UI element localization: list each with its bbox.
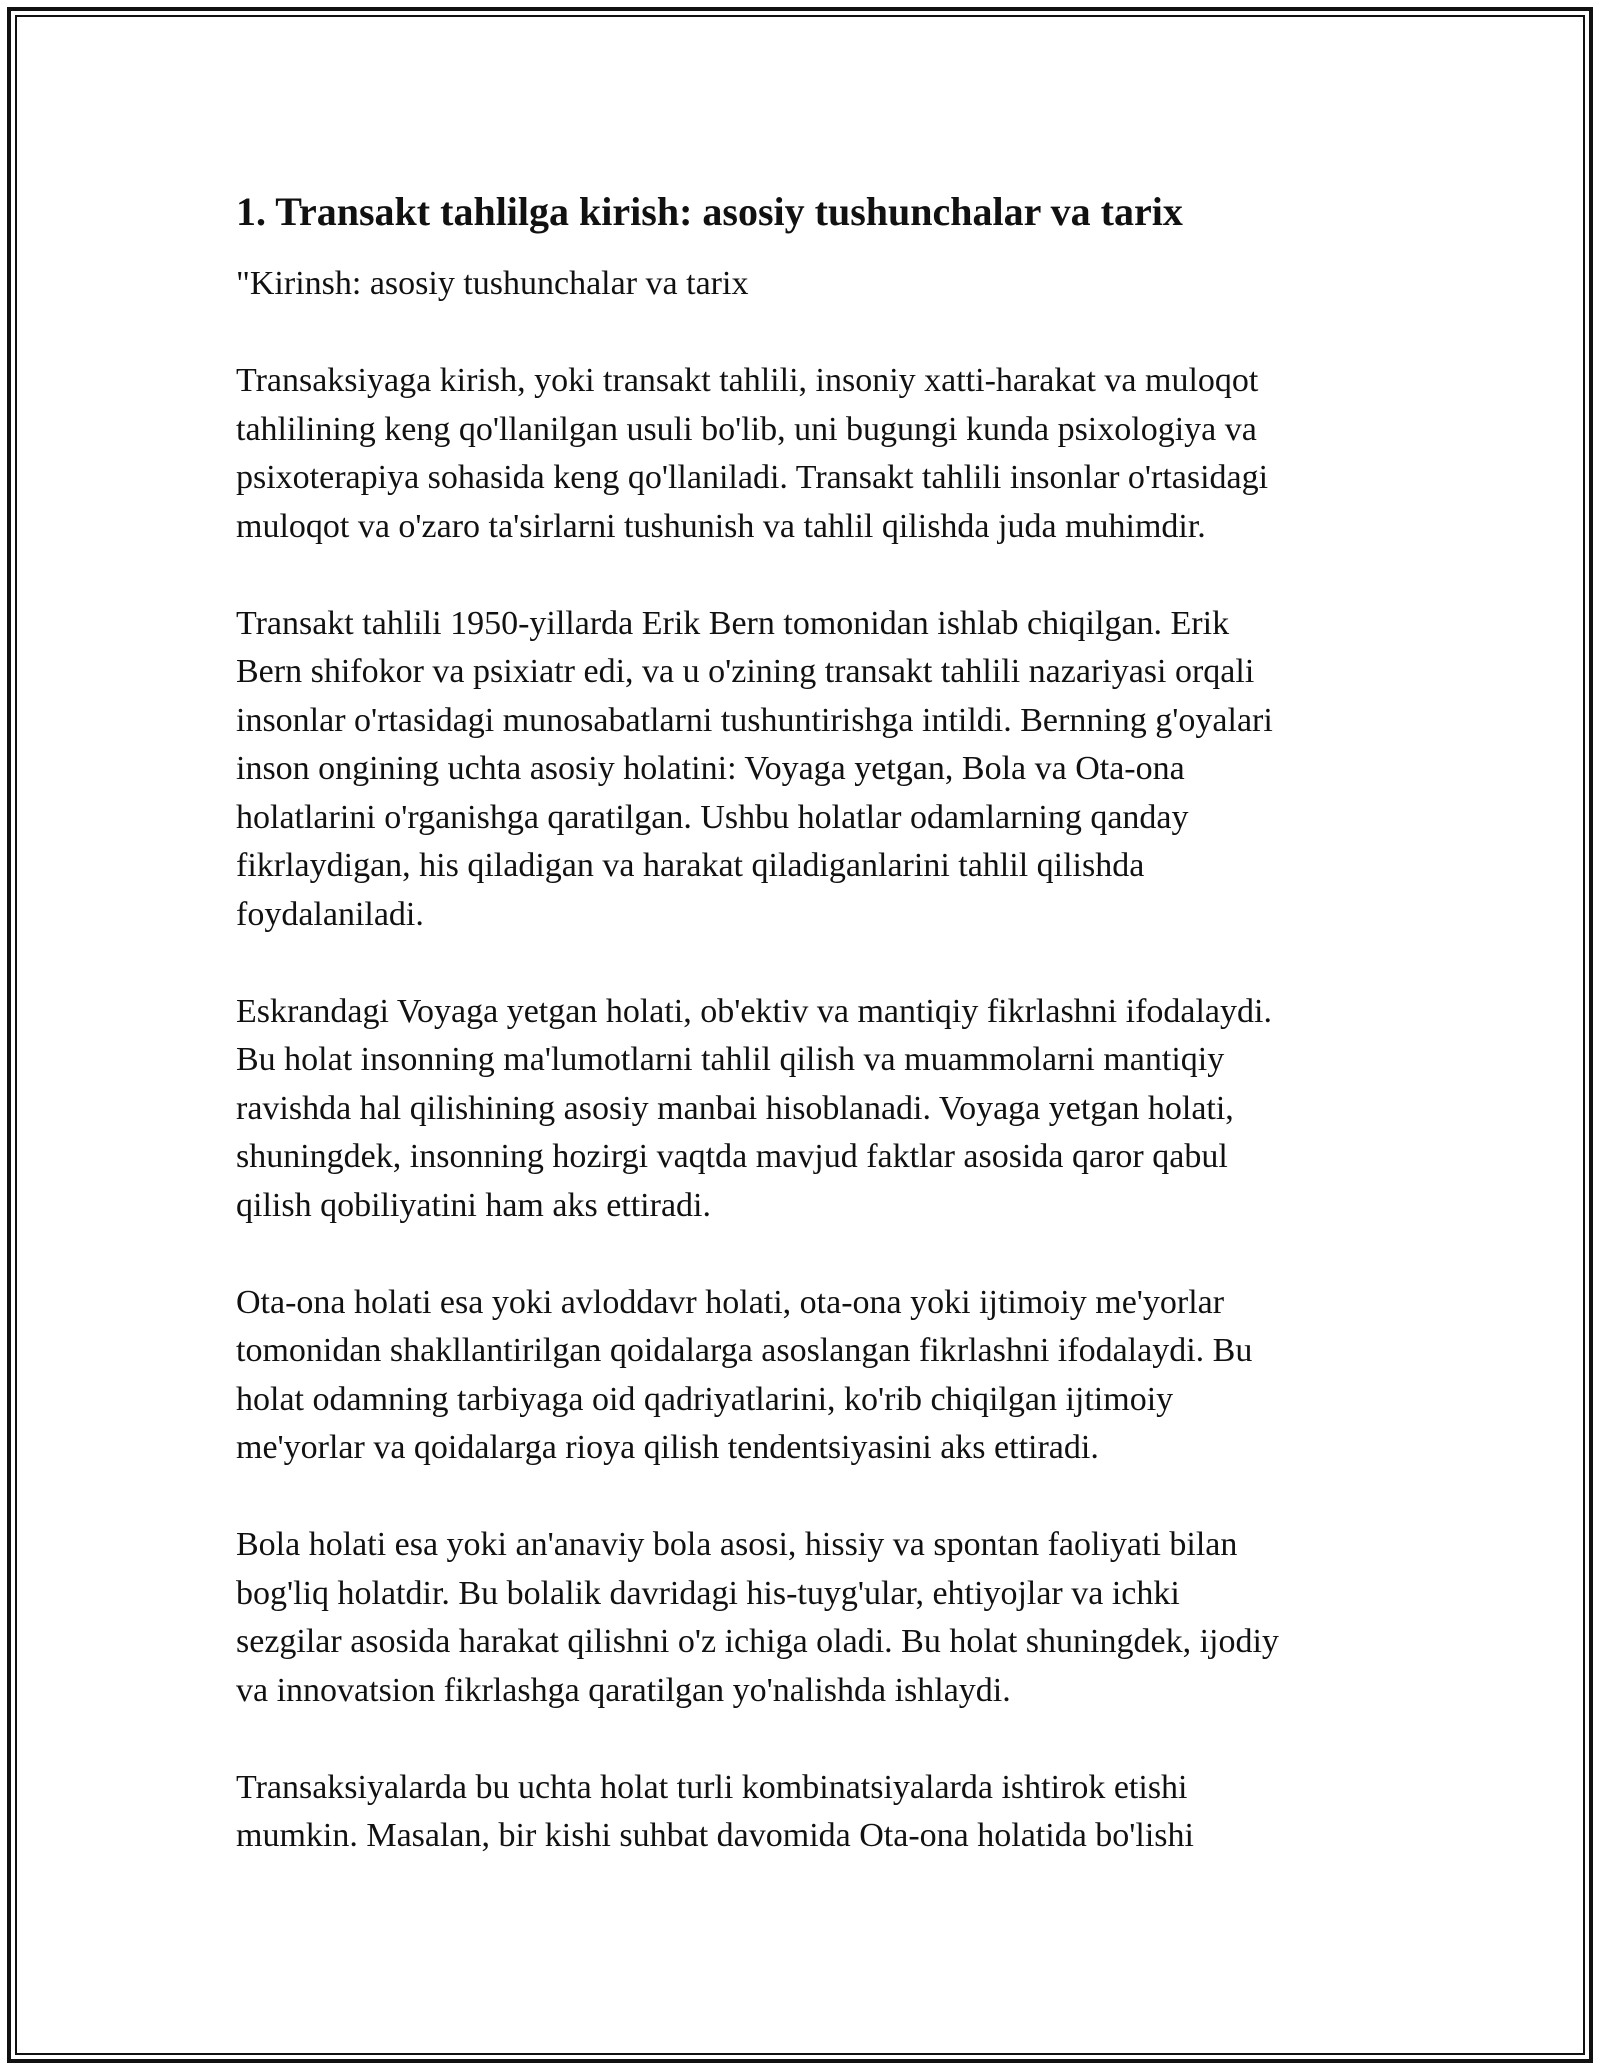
paragraph-line: fikrlaydigan, his qiladigan va harakat qiladiganlarini tahlil qilishda	[236, 847, 1145, 884]
paragraph-6	[236, 1764, 1376, 1861]
paragraph-1	[236, 357, 1376, 551]
paragraph-line: insonlar o'rtasidagi munosabatlarni tushuntirishga intildi. Bernning g'oyalari	[236, 701, 1273, 739]
paragraph-line: me'yorlar va qoidalarga rioya qilish tendentsiyasini aks ettiradi.	[236, 1429, 1099, 1466]
paragraph-line: mumkin. Masalan, bir kishi suhbat davomida Ota-ona holatida bo'lishi	[236, 1817, 1194, 1854]
paragraph-line: Transaksiyaga kirish, yoki transakt tahlili, insoniy xatti-harakat va muloqot	[236, 362, 1259, 399]
paragraph-line: holat odamning tarbiyaga oid qadriyatlarini, ko'rib chiqilgan ijtimoiy	[236, 1380, 1174, 1418]
paragraph-line: holatlarini o'rganishga qaratilgan. Ushbu holatlar odamlarning qanday	[236, 798, 1189, 836]
paragraph-line: psixoterapiya sohasida keng qo'llaniladi. Transakt tahlili insonlar o'rtasidagi	[236, 459, 1269, 496]
paragraph-line: shuningdek, insonning hozirgi vaqtda mavjud faktlar asosida qaror qabul	[236, 1138, 1228, 1175]
document-title: 1. Transakt tahlilga kirish: asosiy tushunchalar va tarix	[236, 189, 1183, 234]
paragraph-line: foydalaniladi.	[236, 895, 424, 933]
paragraph-line: qilish qobiliyatini ham aks ettiradi.	[236, 1186, 711, 1224]
paragraph-line: Bu holat insonning ma'lumotlarni tahlil qilish va muammolarni mantiqiy	[236, 1041, 1225, 1078]
paragraph-line: Transakt tahlili 1950-yillarda Erik Bern tomonidan ishlab chiqilgan. Erik	[236, 604, 1230, 642]
paragraph-line: ravishda hal qilishining asosiy manbai hisoblanadi. Voyaga yetgan holati,	[236, 1089, 1234, 1127]
paragraph-line: inson ongining uchta asosiy holatini: Voyaga yetgan, Bola va Ota-ona	[236, 750, 1185, 787]
paragraph-line: muloqot va o'zaro ta'sirlarni tushunish va tahlil qilishda juda muhimdir.	[236, 507, 1206, 545]
paragraph-line: Transaksiyalarda bu uchta holat turli kombinatsiyalarda ishtirok etishi	[236, 1768, 1188, 1806]
paragraph-4	[236, 1279, 1376, 1473]
paragraph-line: Ota-ona holati esa yoki avloddavr holati, ota-ona yoki ijtimoiy me'yorlar	[236, 1283, 1225, 1321]
paragraph-line: Eskrandagi Voyaga yetgan holati, ob'ektiv va mantiqiy fikrlashni ifodalaydi.	[236, 992, 1272, 1030]
paragraph-5	[236, 1521, 1376, 1715]
paragraph-line: va innovatsion fikrlashga qaratilgan yo'nalishda ishlaydi.	[236, 1671, 1011, 1709]
paragraph-line: tahlilining keng qo'llanilgan usuli bo'lib, uni bugungi kunda psixologiya va	[236, 410, 1257, 448]
paragraph-line: sezgilar asosida harakat qilishni o'z ichiga oladi. Bu holat shuningdek, ijodiy	[236, 1623, 1279, 1660]
paragraph-line: bog'liq holatdir. Bu bolalik davridagi his-tuyg'ular, ehtiyojlar va ichki	[236, 1574, 1180, 1612]
paragraph-line: Bern shifokor va psixiatr edi, va u o'zining transakt tahlili nazariyasi orqali	[236, 653, 1255, 690]
document-body	[236, 184, 1376, 1861]
paragraph-3	[236, 988, 1376, 1231]
paragraph-line: Bola holati esa yoki an'anaviy bola asosi, hissiy va spontan faoliyati bilan	[236, 1526, 1238, 1563]
paragraph-2	[236, 600, 1376, 940]
intro-line: "Kirinsh: asosiy tushunchalar va tarix	[236, 265, 749, 302]
paragraph-line: tomonidan shakllantirilgan qoidalarga asoslangan fikrlashni ifodalaydi. Bu	[236, 1332, 1253, 1369]
